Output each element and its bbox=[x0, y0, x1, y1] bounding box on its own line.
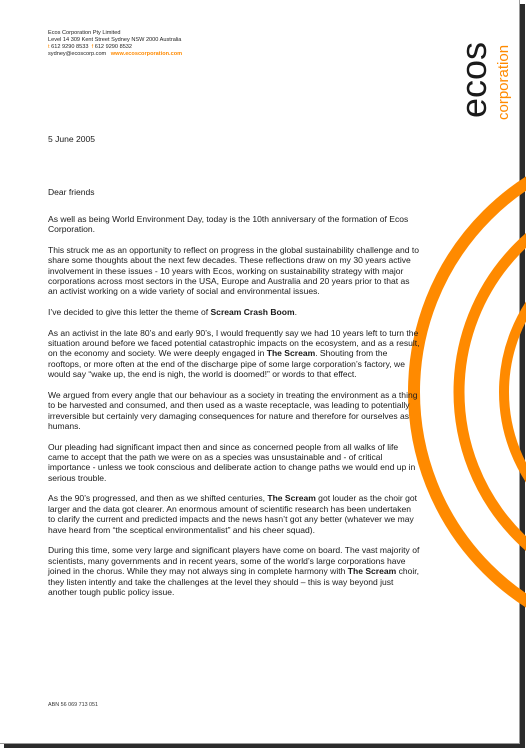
letter-body bbox=[48, 134, 420, 608]
ecos-logo bbox=[452, 8, 518, 120]
letter-salutation: Dear friends bbox=[48, 187, 95, 198]
paragraph-1: As well as being World Environment Day, today is the 10th anniversary of the formation of Ecos Corporation. bbox=[48, 213, 409, 235]
paragraph-4 bbox=[48, 328, 420, 380]
paragraph-7-text: As the 90’s progressed, and then as we shifted centuries, bbox=[48, 493, 268, 504]
paragraph-8 bbox=[48, 545, 420, 597]
paragraph-3 bbox=[48, 307, 420, 317]
website-link[interactable]: www.ecoscorporation.com bbox=[110, 51, 183, 57]
paragraph-8-end: choir, they listen intently and take the challenges at the level they should – this is way beyond just another tough public policy issue. bbox=[48, 566, 420, 597]
letterhead bbox=[48, 30, 182, 58]
letter-date: 5 June 2005 bbox=[48, 134, 96, 144]
phone-number: 612 9290 8533 bbox=[51, 44, 89, 50]
abn-number: ABN 56 069 713 051 bbox=[48, 702, 99, 708]
contact-numbers bbox=[48, 44, 182, 51]
page-shadow-bottom bbox=[4, 744, 525, 748]
the-scream-emphasis: The Scream bbox=[266, 348, 316, 359]
paragraph-7-end: got louder as the choir got larger and the data got clearer. An enormous amount of scientific research has been undertaken to clarify the current and predicted impacts and the news hasn’t got any better (whatever we may have heard from “the sceptical environmentalist” and his cheer squad). bbox=[48, 493, 418, 535]
paragraph-2: This struck me as an opportunity to reflect on progress in the global sustainability challenge and to share some thoughts about the next few decades. These reflections draw on my 30 years active involvement in these issues - 10 years with Ecos, working on sustainability strategy with major corporations across most sectors in the USA, Europe and Australia and 20 years prior to that as an activist working on a wide variety of social and environmental issues. bbox=[48, 244, 420, 297]
logo-wordmark: ecos bbox=[453, 41, 494, 118]
ecos-logo-mark bbox=[452, 8, 518, 120]
fax-label: f bbox=[91, 44, 94, 50]
theme-title: Scream Crash Boom bbox=[210, 307, 295, 318]
company-address: Level 14 309 Kent Street Sydney NSW 2000 Australia bbox=[48, 37, 182, 43]
paragraph-4-text: As an activist in the late 80’s and early 90’s, I would frequently say we had 10 years left to turn the situation around before we faced potential catastrophic impacts on the ecosystem, and as a result, on the economy and society. We were deeply engaged in bbox=[48, 327, 420, 359]
contact-web bbox=[48, 51, 182, 58]
paragraph-3-text: I’ve decided to give this letter the theme of bbox=[48, 307, 211, 318]
paragraph-4-end: . Shouting from the rooftops, or more often at the end of the discharge pipe of some large corporation’s factory, we would say “wake up, the end is nigh, the world is doomed!” or words to that effect. bbox=[48, 348, 405, 380]
phone-label: t bbox=[48, 44, 50, 50]
the-scream-emphasis: The Scream bbox=[347, 566, 397, 577]
paragraph-7 bbox=[48, 493, 420, 535]
the-scream-emphasis: The Scream bbox=[267, 493, 316, 504]
paragraph-5: We argued from every angle that our behaviour as a society in treating the environment as a thing to be harvested and consumed, and then used as a waste receptacle, was leading to potentially irreversible but certainly very damaging consequences for nature and therefore for ourselves as humans. bbox=[48, 389, 418, 432]
logo-tagline: corporation bbox=[495, 44, 512, 120]
page-shadow-right bbox=[520, 4, 525, 748]
paragraph-8-text: During this time, some very large and significant players have come on board. The vast majority of scientists, many governments and in recent years, some of the world’s large corporations have joined in the chorus. While they may not always sing in complete harmony with bbox=[48, 545, 420, 577]
email-link[interactable]: sydney@ecoscorp.com bbox=[48, 51, 107, 57]
fax-number: 612 9290 8532 bbox=[94, 44, 133, 50]
company-name: Ecos Corporation Pty Limited bbox=[48, 30, 121, 36]
paragraph-6: Our pleading had significant impact then and since as concerned people from all walks of life came to accept that the path we were on as a species was unsustainable and - of critical importance - unless we took conscious and deliberate action to change paths we would end up in serious trouble. bbox=[48, 441, 416, 483]
paragraph-3-end: . bbox=[294, 307, 297, 318]
